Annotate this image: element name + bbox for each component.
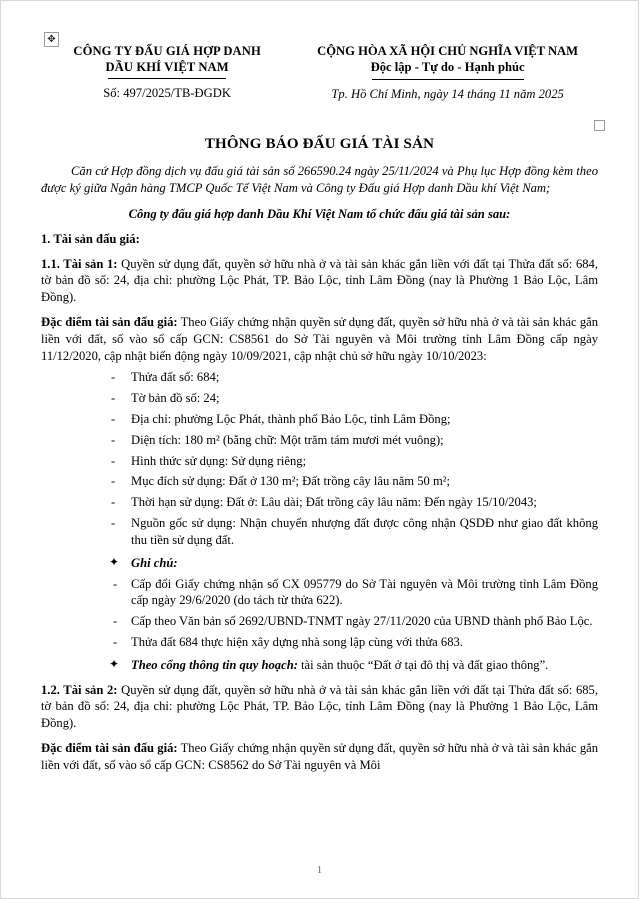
- list-item: [41, 634, 598, 651]
- dash-bullet-icon: -: [111, 453, 116, 468]
- list-item: [41, 576, 598, 610]
- asset-2-characteristics-label: Đặc điểm tài sản đấu giá:: [41, 741, 178, 756]
- asset-2-characteristics: [41, 740, 598, 774]
- asset-1-characteristics-label: Đặc điểm tài sản đấu giá:: [41, 314, 178, 329]
- dash-bullet-icon: -: [111, 391, 116, 406]
- asset-2-label: 1.2. Tài sản 2:: [41, 682, 118, 697]
- list-item: [41, 369, 598, 386]
- letterhead-left: [41, 43, 297, 102]
- list-item: [41, 411, 598, 428]
- place-and-date: Tp. Hồ Chí Minh, ngày 14 tháng 11 năm 2025: [331, 86, 564, 101]
- list-item-text: Cấp đổi Giấy chứng nhận số CX 095779 do Sở Tài nguyên và Môi trường tỉnh Lâm Đồng cấp ngày 29/6/2020 (do tách từ thửa 622).: [131, 576, 598, 608]
- dash-bullet-icon: -: [113, 576, 118, 591]
- list-item: [41, 453, 598, 470]
- page-footer: [1, 864, 638, 876]
- dash-bullet-icon: -: [111, 474, 116, 489]
- organization-name-line2: DẦU KHÍ VIỆT NAM: [105, 60, 229, 75]
- dash-bullet-icon: -: [111, 516, 116, 531]
- list-item-text: Thửa đất số: 684;: [131, 370, 220, 385]
- star-bullet-icon: ✦: [109, 554, 120, 569]
- asset-1-characteristics-body: Theo Giấy chứng nhận quyền sử dụng đất, quyền sở hữu nhà ở và tài sản khác gắn liền với đất, số vào sổ cấp GCN: CS8561 do Sở Tài nguyên và Môi trường tỉnh Lâm Đồng cấp ngày 11/12/2020, cập nhật biến động ngày 10/09/2021, cập nhật chủ sở hữu ngày 10/10/2023:: [41, 314, 598, 363]
- page-title: THÔNG BÁO ĐẤU GIÁ TÀI SẢN: [204, 136, 435, 153]
- list-item-text: Hình thức sử dụng: Sử dụng riêng;: [131, 453, 307, 468]
- section-1-heading: 1. Tài sản đấu giá:: [41, 231, 140, 246]
- list-item: [41, 494, 598, 511]
- list-item-text: Mục đích sử dụng: Đất ở 130 m²; Đất trồng cây lâu năm 50 m²;: [131, 474, 451, 489]
- asset-1-note-list: [41, 576, 598, 651]
- asset-2-characteristics-body: Theo Giấy chứng nhận quyền sử dụng đất, quyền sở hữu nhà ở và tài sản khác gắn liền với đất, số vào sổ cấp GCN: CS8562 do Sở Tài nguyên và Môi: [41, 741, 598, 772]
- letterhead-rule-left: [108, 78, 226, 79]
- move-arrows-glyph: ✥: [47, 33, 56, 45]
- list-item: [41, 390, 598, 407]
- letterhead-rule-right: [372, 79, 524, 80]
- planning-body: tài sản thuộc “Đất ở tại đô thị và đất giao thông”.: [297, 657, 549, 672]
- dash-bullet-icon: -: [113, 634, 118, 649]
- page-number: 1: [316, 864, 323, 876]
- list-item-text: Diện tích: 180 m² (bằng chữ: Một trăm tám mươi mét vuông);: [131, 432, 444, 447]
- national-title: CỘNG HÒA XÃ HỘI CHỦ NGHĨA VIỆT NAM: [317, 44, 579, 58]
- asset-1-label: 1.1. Tài sản 1:: [41, 256, 118, 271]
- document-number: Số: 497/2025/TB-ĐGDK: [103, 86, 231, 101]
- letterhead: [41, 43, 598, 102]
- asset-1-planning-note: [41, 657, 598, 674]
- asset-1-intro: [41, 256, 598, 306]
- asset-1-detail-list: [41, 369, 598, 548]
- list-item-text: Nguồn gốc sử dụng: Nhận chuyển nhượng đất được công nhận QSDĐ như giao đất không thu tiền sử dụng đất.: [131, 516, 598, 547]
- dash-bullet-icon: -: [113, 614, 118, 629]
- list-item-text: Thời hạn sử dụng: Đất ở: Lâu dài; Đất trồng cây lâu năm: Đến ngày 15/10/2043;: [131, 495, 537, 510]
- move-handle-icon[interactable]: [44, 32, 59, 47]
- list-item-text: Cấp theo Văn bản số 2692/UBND-TNMT ngày 27/11/2020 của UBND thành phố Bảo Lộc.: [131, 614, 593, 629]
- dash-bullet-icon: -: [111, 495, 116, 510]
- asset-1-body: Quyền sử dụng đất, quyền sở hữu nhà ở và tài sản khác gắn liền với đất tại Thửa đất số: 684, tờ bản đồ số: 24, địa chỉ: phường Lộc Phát, TP. Bảo Lộc, tỉnh Lâm Đồng (nay là Phường 1 Bảo Lộc, Lâm Đồng).: [41, 256, 598, 305]
- list-item-text: Thửa đất 684 thực hiện xây dựng nhà song lập cùng với thửa 683.: [131, 634, 463, 649]
- organization-name-line1: CÔNG TY ĐẤU GIÁ HỢP DANH: [73, 44, 261, 58]
- dash-bullet-icon: -: [111, 370, 116, 385]
- preamble-paragraph: Căn cứ Hợp đồng dịch vụ đấu giá tài sản số 266590.24 ngày 25/11/2024 và Phụ lục Hợp đồng kèm theo được ký giữa Ngân hàng TMCP Quốc Tế Việt Nam và Công ty Đấu giá Hợp danh Dầu khí Việt Nam;: [41, 164, 598, 195]
- list-item: [41, 613, 598, 630]
- national-motto: Độc lập - Tự do - Hạnh phúc: [370, 60, 525, 75]
- note-label: Ghi chú:: [131, 555, 178, 570]
- object-anchor-handle[interactable]: [594, 120, 605, 131]
- list-item: [41, 473, 598, 490]
- planning-label: Theo cổng thông tin quy hoạch:: [131, 657, 298, 672]
- asset-2-intro: [41, 682, 598, 732]
- asset-2-body: Quyền sử dụng đất, quyền sở hữu nhà ở và tài sản khác gắn liền với đất tại Thửa đất số: 685, tờ bản đồ số: 24, địa chỉ: phường Lộc Phát, TP. Bảo Lộc, tỉnh Lâm Đồng (nay là Phường 1 Bảo Lộc, Lâm Đồng).: [41, 682, 598, 731]
- asset-1-note-heading: [41, 555, 598, 572]
- announcement-line: Công ty đấu giá hợp danh Dầu Khí Việt Nam tổ chức đấu giá tài sản sau:: [128, 206, 511, 221]
- list-item-text: Tờ bản đồ số: 24;: [131, 391, 220, 406]
- list-item: [41, 515, 598, 549]
- star-bullet-icon: ✦: [109, 656, 120, 671]
- list-item: [41, 432, 598, 449]
- letterhead-right: [297, 43, 598, 102]
- asset-1-characteristics: [41, 314, 598, 364]
- list-item-text: Địa chỉ: phường Lộc Phát, thành phố Bảo Lộc, tỉnh Lâm Đồng;: [131, 412, 451, 427]
- dash-bullet-icon: -: [111, 412, 116, 427]
- dash-bullet-icon: -: [111, 432, 116, 447]
